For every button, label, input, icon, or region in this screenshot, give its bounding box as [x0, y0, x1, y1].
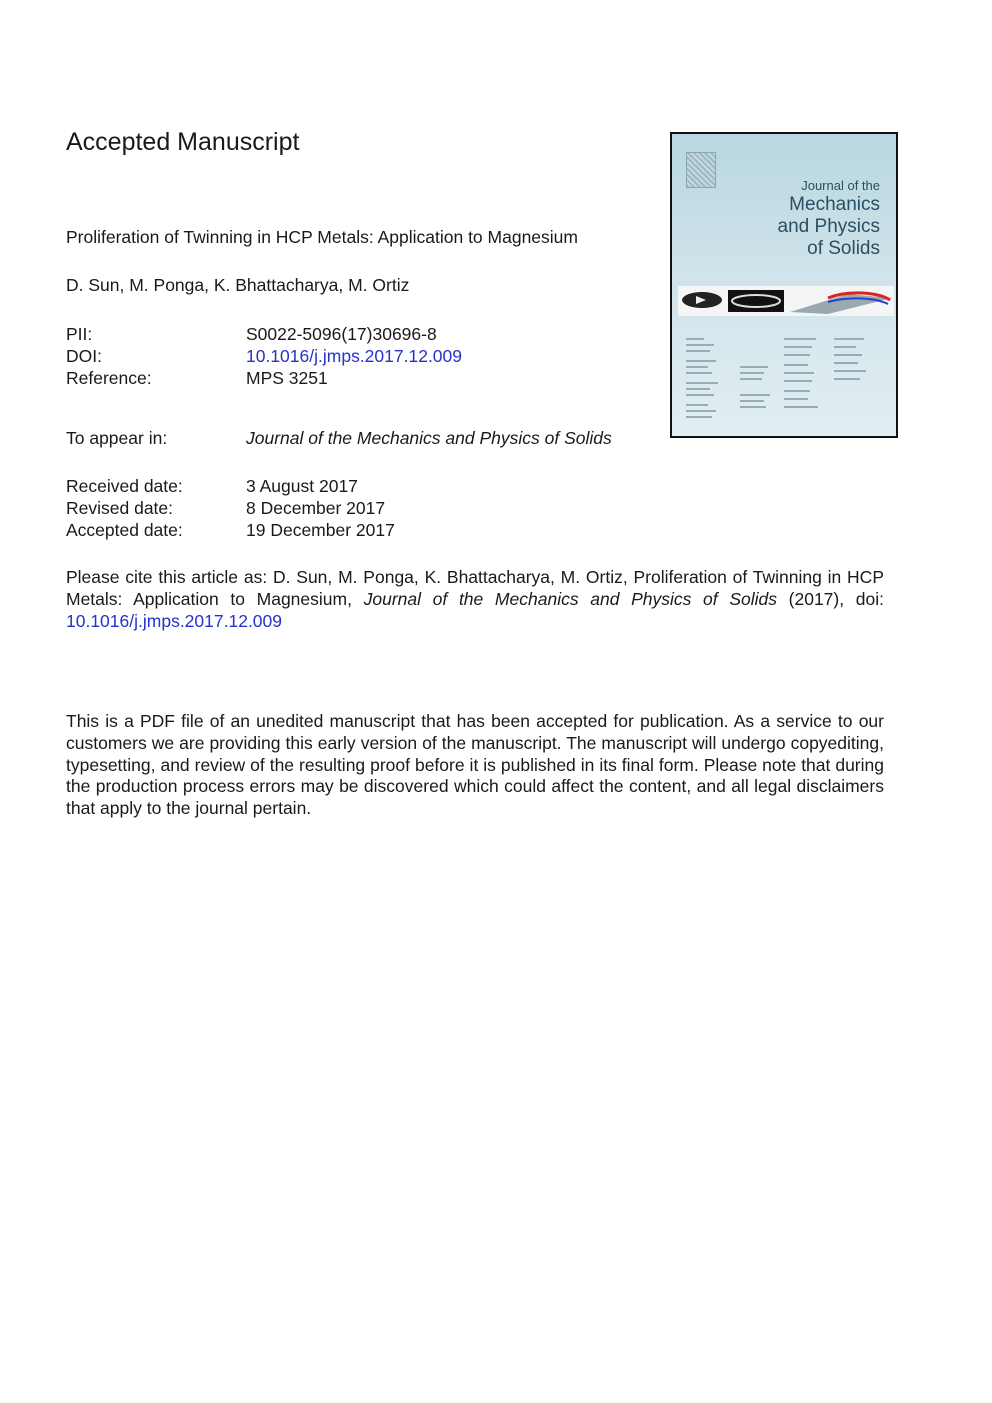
journal-cover-image: [670, 132, 898, 438]
appear-label: To appear in:: [66, 428, 168, 448]
cover-journal-line1: Journal of the: [801, 178, 880, 193]
article-title: Proliferation of Twinning in HCP Metals: Application to Magnesium: [66, 227, 578, 247]
reference-row: [66, 367, 328, 389]
appear-value: Journal of the Mechanics and Physics of Solids: [246, 428, 612, 448]
appear-row: [66, 427, 612, 449]
cover-journal-line3: and Physics: [777, 216, 880, 237]
revised-label: Revised date:: [66, 498, 174, 518]
reference-label: Reference:: [66, 368, 152, 388]
cover-journal-line2: Mechanics: [789, 194, 880, 215]
pii-label: PII:: [66, 324, 93, 344]
doi-link[interactable]: 10.1016/j.jmps.2017.12.009: [246, 346, 462, 366]
accepted-value: 19 December 2017: [246, 520, 395, 540]
citation-prefix: Please cite this article as: D. Sun, M. Ponga, K. Bhattacharya, M. Ortiz, Proliferation of Twinning in HCP Metals: Application to Magnesium,: [66, 567, 884, 609]
revised-row: [66, 497, 385, 519]
citation-doi-link[interactable]: 10.1016/j.jmps.2017.12.009: [66, 610, 282, 631]
page-heading: Accepted Manuscript: [66, 128, 300, 156]
reference-value: MPS 3251: [246, 368, 328, 388]
accepted-row: [66, 519, 395, 541]
citation-paragraph: [66, 567, 884, 632]
received-value: 3 August 2017: [246, 476, 358, 496]
publisher-logo: [686, 152, 716, 188]
citation-year: (2017), doi:: [788, 588, 884, 609]
doi-label: DOI:: [66, 346, 102, 366]
citation-journal: Journal of the Mechanics and Physics of Solids: [363, 588, 777, 609]
cover-journal-name: [778, 194, 880, 260]
cover-figure-strip: [678, 286, 894, 316]
accepted-label: Accepted date:: [66, 520, 183, 540]
received-label: Received date:: [66, 476, 183, 496]
article-authors: D. Sun, M. Ponga, K. Bhattacharya, M. Ortiz: [66, 275, 410, 295]
doi-row: [66, 345, 462, 367]
revised-value: 8 December 2017: [246, 498, 386, 518]
pii-value: S0022-5096(17)30696-8: [246, 324, 437, 344]
cover-journal-line4: of Solids: [807, 238, 880, 259]
disclaimer-paragraph: This is a PDF file of an unedited manuscript that has been accepted for publication. As a service to our customers we are providing this early version of the manuscript. The manuscript will undergo copyediting, typesetting, and review of the resulting proof before it is published in its final form. Please note that during the production process errors may be discovered which could affect the content, and all legal disclaimers that apply to the journal pertain.: [66, 711, 884, 819]
pii-row: [66, 323, 437, 345]
received-row: [66, 475, 358, 497]
editorial-board: [678, 334, 894, 429]
